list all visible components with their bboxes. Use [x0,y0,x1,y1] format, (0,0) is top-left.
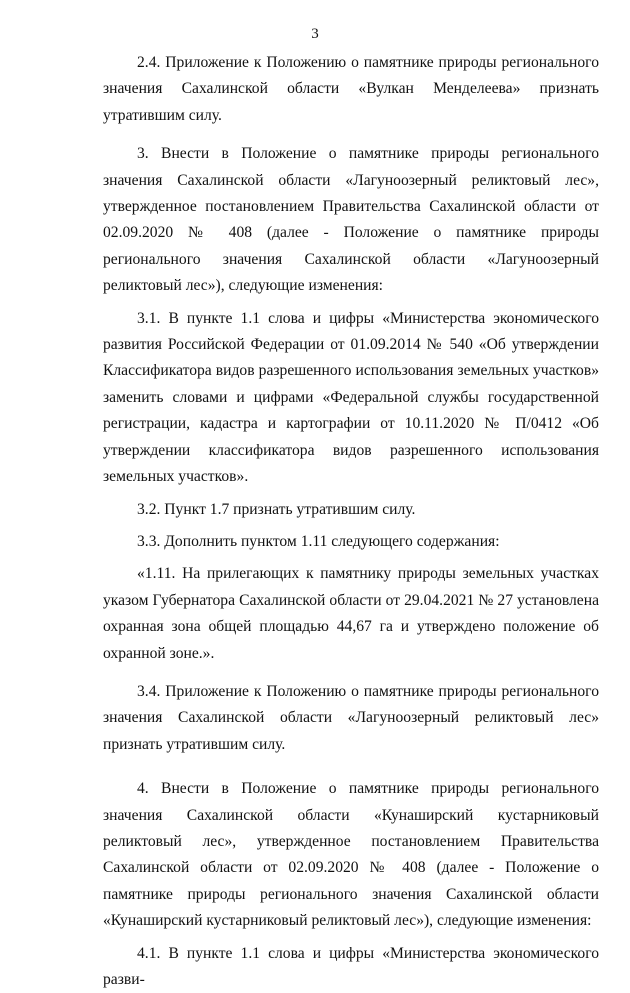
paragraph-4-1: 4.1. В пункте 1.1 слова и цифры «Министерства экономического разви- [103,944,599,988]
document-body [103,50,599,993]
paragraph-3-2: 3.2. Пункт 1.7 признать утратившим силу. [137,500,416,518]
paragraph-1-11-quote: «1.11. На прилегающих к памятнику природы земельных участках указом Губернатора Сахалинской области от 29.04.2021 № 27 установлена охранная зона общей площадью 44,67 га и утверждено положение об охранной зоне.». [103,565,599,662]
paragraph-3-1: 3.1. В пункте 1.1 слова и цифры «Министерства экономического развития Российской Федерации от 01.09.2014 № 540 «Об утверждении Классификатора видов разрешенного использования земельных участков» заменить словами и цифрами «Федеральной службы государственной регистрации, кадастра и картографии от 10.11.2020 № П/0412 «Об утверждении классификатора видов разрешенного использования земельных участков». [103,309,599,486]
paragraph-4: 4. Внести в Положение о памятнике природы регионального значения Сахалинской области «Кунаширский кустарниковый реликтовый лес», утвержденное постановлением Правительства Сахалинской области от 02.09.2020 № 408 (далее - Положение о памятнике природы регионального значения Сахалинской области «Кунаширский кустарниковый реликтовый лес»), следующие изменения: [103,780,599,930]
paragraph-3-3: 3.3. Дополнить пунктом 1.11 следующего содержания: [137,532,500,550]
paragraph-3-4: 3.4. Приложение к Положению о памятнике природы регионального значения Сахалинской области «Лагуноозерный реликтовый лес» признать утратившим силу. [103,682,599,753]
paragraph-3: 3. Внести в Положение о памятнике природы регионального значения Сахалинской области «Лагуноозерный реликтовый лес», утвержденное постановлением Правительства Сахалинской области от 02.09.2020 № 408 (далее - Положение о памятнике природы регионального значения Сахалинской области «Лагуноозерный реликтовый лес»), следующие изменения: [103,145,599,295]
paragraph-2-4: 2.4. Приложение к Положению о памятнике природы регионального значения Сахалинской области «Вулкан Менделеева» признать утратившим силу. [103,54,599,124]
page-number: 3 [311,26,319,42]
